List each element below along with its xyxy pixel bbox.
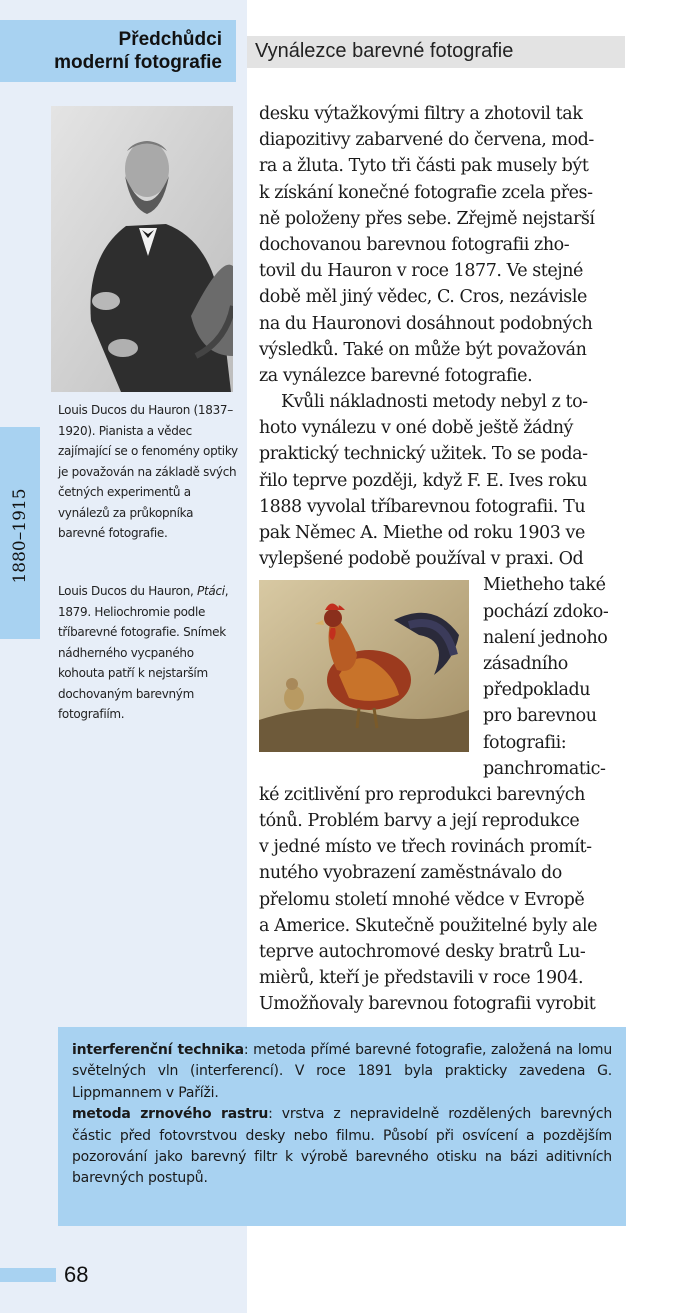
body-line: pochází zdoko- [483,601,609,622]
body-line: 1888 vyvolal tříbarevnou fotografii. Tu [259,496,586,517]
body-line: v jedné místo ve třech rovinách promít- [259,837,592,858]
body-line: mièrů, kteří je představili v roce 1904. [259,968,584,989]
body-line: praktický technický užitek. To se poda- [259,444,588,465]
body-line: výsledků. Také on může být považován [259,339,587,360]
body-line: nalení jednoho [483,627,608,648]
body-line: ně položeny přes sebe. Zřejmě nejstarší [259,208,595,229]
section-title-line2: moderní fotografie [54,52,222,73]
glossary-entry-raster [72,1104,612,1190]
body-line: přelomu století mnohé vědce v Evropě [259,889,585,910]
portrait-image [51,106,233,392]
body-line: Mietheho také [483,575,606,596]
portrait-photo [51,106,233,392]
body-line: nutého vyobrazení zaměstnávalo do [259,863,562,884]
body-line: k získání konečné fotografie zcela přes- [259,182,593,203]
page-number: 68 [64,1262,89,1287]
body-line: ké zcitlivění pro reprodukci barevných [259,784,585,805]
rooster-caption-text: , 1879. Heliochromie podle tříbarevné fotografie. Snímek nádherného vycpaného kohouta patří k nejstarším dochovaným barevným fotografiím. [58,584,229,721]
body-line: na du Hauronovi dosáhnout podobných [259,313,593,334]
section-title-line1: Předchůdci [118,29,222,50]
body-line: ra a žluta. Tyto tři části pak musely být [259,156,589,177]
body-line: teprve autochromové desky bratrů Lu- [259,942,586,962]
rooster-caption-author: Louis Ducos du Hauron, [58,584,198,598]
rooster-image [259,580,469,752]
glossary-definition: : vrstva z nepravidelně rozdělených barevných částic před fotovrstvou desky nebo filmu. Působí při osvícení a pozdějším pozorování jako barevný filtr k výrobě barevného otisku na bázi aditivních barevných postupů. [72,1106,612,1187]
body-line: tovil du Hauron v roce 1877. Ve stejné [259,261,583,282]
section-tab [0,20,236,82]
body-line: diapozitivy zabarvené do červena, mod- [259,130,594,151]
body-line: době měl jiný vědec, C. Cros, nezávisle [259,287,587,308]
glossary-term: metoda zrnového rastru [72,1106,269,1123]
rooster-caption-title: Ptáci [197,584,225,598]
year-range-label: 1880–1915 [10,488,30,584]
rooster-caption [58,581,238,725]
body-line: a Americe. Skutečně použitelné byly ale [259,915,598,936]
glossary-entry-interference [72,1040,612,1104]
body-text [259,101,629,1018]
portrait-caption: Louis Ducos du Hauron (1837–1920). Pianista a vědec zajímající se o fenomény optiky je považován na základě svých četných experimentů a vynálezů za průkopníka barevné fotografie. [58,403,238,540]
body-line: hoto vynálezu v oné době ještě žádný [259,418,573,439]
rooster-photo [259,580,469,752]
body-line: zásadního [483,653,568,674]
glossary-term: interferenční technika [72,1042,244,1058]
body-line: tónů. Problém barvy a její reprodukce [259,811,580,832]
page-number-strip [0,1268,56,1282]
body-line: dochovanou barevnou fotografii zho- [259,234,570,255]
body-line: řilo teprve později, když F. E. Ives roku [259,470,588,491]
chapter-title: Vynálezce barevné fotografie [247,36,625,68]
body-line: panchromatic- [483,758,606,779]
body-line: Kvůli nákladnosti metody nebyl z to- [281,392,588,413]
body-line: za vynálezce barevné fotografie. [259,365,533,386]
body-line: desku výtažkovými filtry a zhotovil tak [259,104,583,124]
body-line: předpokladu [483,680,591,701]
glossary-box [58,1027,626,1226]
glossary-definition: : metoda přímé barevné fotografie, založená na lomu světelných vln (interferencí). V roce 1891 byla prakticky zavedena G. Lippmannem v Paříži. [72,1042,613,1101]
body-line: pak Němec A. Miethe od roku 1903 ve [259,523,585,543]
body-line: fotografii: [483,732,567,753]
body-line: vylepšené podobě používal v praxi. Od [259,549,584,570]
body-line: Umožňovaly barevnou fotografii vyrobit [259,994,596,1015]
body-line: pro barevnou [483,706,597,727]
